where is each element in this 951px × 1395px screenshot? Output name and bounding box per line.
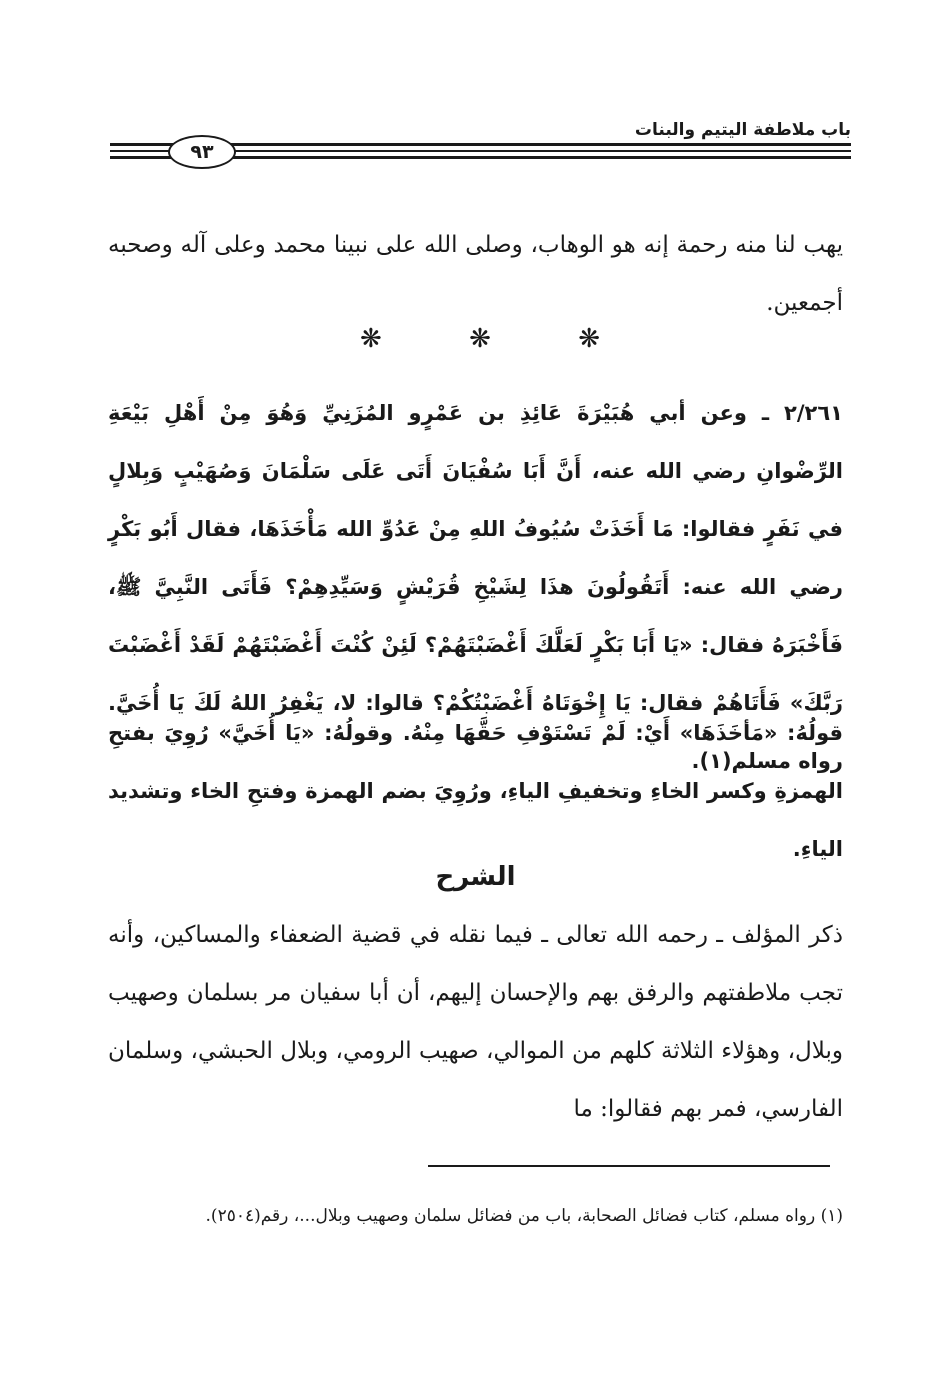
star-icon: ❋ — [578, 324, 600, 354]
star-icon: ❋ — [469, 324, 491, 354]
section-separator — [360, 324, 600, 354]
commentary-paragraph: ذكر المؤلف ـ رحمه الله تعالى ـ فيما نقله في قضية الضعفاء والمساكين، وأنه تجب ملاطفتهم والرفق بهم والإحسان إليهم، أن أبا سفيان مر بسلمان وصهيب وبلال، وهؤلاء الثلاثة كلهم من الموالي، صهيب الرومي، وبلال الحبشي، وسلمان الفارسي، فمر بهم فقالوا: ما — [108, 922, 843, 1122]
footnote: (١) رواه مسلم، كتاب فضائل الصحابة، باب من فضائل سلمان وصهيب وبلال...، رقم(٢٥٠٤). — [205, 1206, 843, 1226]
running-title: باب ملاطفة اليتيم والبنات — [634, 120, 851, 140]
section-heading: الشرح — [435, 862, 516, 892]
page-number: ٩٣ — [168, 135, 236, 169]
hadith-text: ٢/٢٦١ ـ وعن أبي هُبَيْرَةَ عَائِذِ بن عَمْرٍو المُزَنِيِّ وَهُوَ مِنْ أَهْلِ بَيْعَةِ الرِّضْوانِ رضي الله عنه، أَنَّ أَبَا سُفْيَانَ أَتَى عَلَى سَلْمَانَ وَصُهَيْبٍ وَبِلالٍ في نَفَرٍ فقالوا: مَا أَخَذَتْ سُيُوفُ اللهِ مِنْ عَدُوِّ الله مَأْخَذَهَا، فقال أَبُو بَكْرٍ رضي الله عنه: أَتَقُولُونَ هذَا لِشَيْخِ قُرَيْشٍ وَسَيِّدِهِمْ؟ فَأَتَى النَّبِيَّ ﷺ، فَأَخْبَرَهُ فقال: «يَا أَبَا بَكْرٍ لَعَلَّكَ أَغْضَبْتَهُمْ؟ لَئِنْ كُنْتَ أَغْضَبْتَهُمْ لَقَدْ أَغْضَبْتَ رَبَّكَ» فَأَتَاهُمْ فقال: يَا إِخْوَتَاهُ أَغْضَبْتُكُمْ؟ قالوا: لا، يَغْفِرُ اللهُ لَكَ يَا أُخَيَّ. رواه مسلم(١). — [108, 401, 843, 773]
paragraph-closing-prayer: يهب لنا منه رحمة إنه هو الوهاب، وصلى الله على نبينا محمد وعلى آله وصحبه أجمعين. — [108, 232, 843, 316]
footnote-divider — [428, 1165, 830, 1167]
hadith-glossary: قولُهُ: «مَأخَذَهَا» أَيْ: لَمْ تَسْتَوْفِ حَقَّهَا مِنْهُ. وقولُهُ: «يَا أُخَيَّ» رُوِيَ بفتحِ الهمزةِ وكسر الخاءِ وتخفيفِ الياءِ، ورُوِيَ بضم الهمزة وفتحِ الخاء وتشديد الياءِ. — [108, 721, 843, 861]
star-icon: ❋ — [360, 324, 382, 354]
